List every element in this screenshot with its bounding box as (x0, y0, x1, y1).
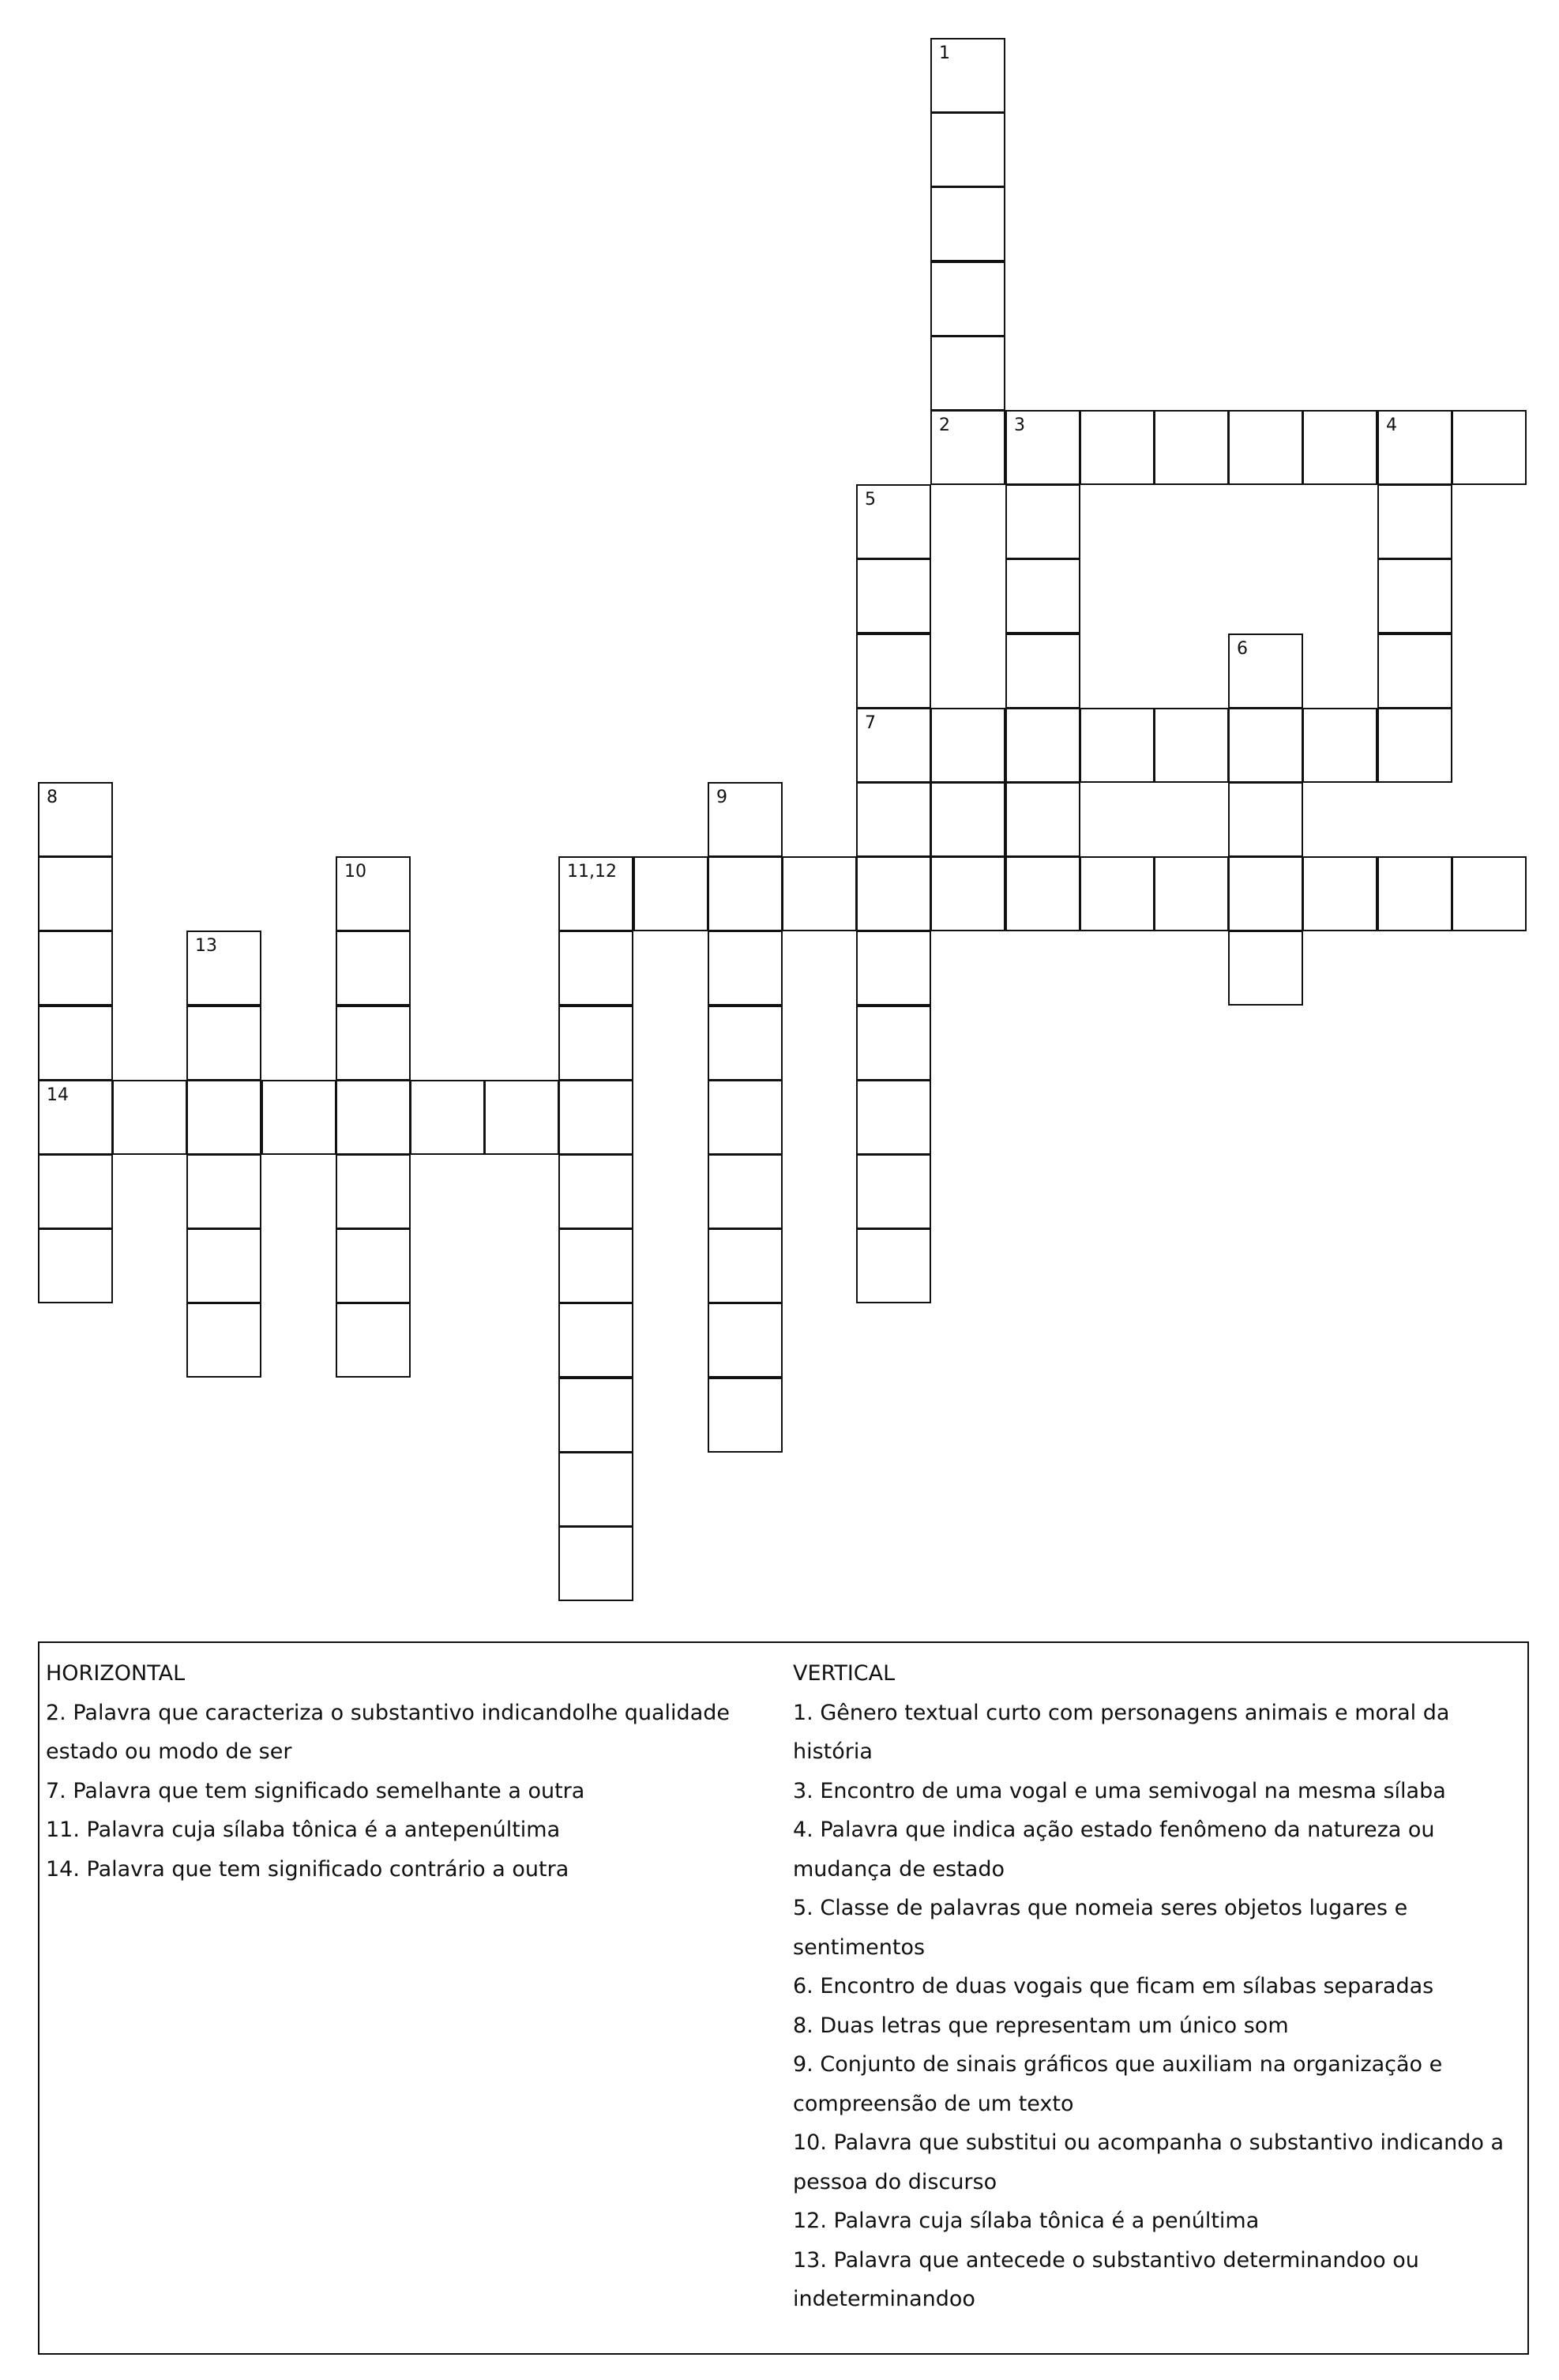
clue-line: sentimentos (793, 1934, 926, 1960)
crossword-cell[interactable] (186, 1154, 261, 1229)
crossword-cell[interactable] (38, 856, 113, 931)
crossword-cell[interactable] (856, 708, 931, 783)
crossword-cell[interactable] (558, 1154, 633, 1229)
clue-line: 1. Gênero textual curto com personagens animais e moral da (793, 1700, 1450, 1725)
clue-line: 12. Palavra cuja sílaba tônica é a penúltima (793, 2209, 1260, 2233)
horizontal-clues (46, 1654, 772, 1889)
crossword-cell[interactable] (336, 1154, 411, 1229)
crossword-cell[interactable] (930, 782, 1005, 857)
crossword-cell[interactable] (558, 1080, 633, 1155)
clue-number: 3 (1014, 415, 1025, 435)
clue-number: 11,12 (567, 862, 617, 882)
crossword-cell[interactable] (410, 1080, 485, 1155)
clue-number: 5 (865, 490, 876, 509)
crossword-cell[interactable] (38, 1080, 113, 1155)
crossword-cell[interactable] (930, 261, 1005, 337)
clue-line: 2. Palavra que caracteriza o substantivo indicandolhe qualidade (46, 1700, 730, 1725)
crossword-cell[interactable] (708, 1228, 783, 1303)
crossword-cell[interactable] (558, 1303, 633, 1378)
crossword-cell[interactable] (1377, 856, 1452, 931)
clue-line: história (793, 1739, 873, 1764)
crossword-cell[interactable] (186, 1080, 261, 1155)
crossword-cell[interactable] (1005, 634, 1080, 709)
crossword-cell[interactable] (558, 1378, 633, 1453)
crossword-cell[interactable] (856, 931, 931, 1006)
crossword-cell[interactable] (558, 1452, 633, 1527)
crossword-cell[interactable] (856, 782, 931, 857)
crossword-cell[interactable] (186, 1228, 261, 1303)
vertical-heading: VERTICAL (793, 1661, 896, 1686)
crossword-cell[interactable] (38, 1228, 113, 1303)
clue-line: 5. Classe de palavras que nomeia seres objetos lugares e (793, 1896, 1408, 1920)
crossword-cell[interactable] (1228, 931, 1303, 1006)
crossword-cell[interactable] (558, 856, 633, 931)
crossword-cell[interactable] (633, 856, 708, 931)
crossword-cell[interactable] (708, 1080, 783, 1155)
crossword-cell[interactable] (856, 1006, 931, 1081)
crossword-cell[interactable] (1228, 410, 1303, 485)
crossword-cell[interactable] (186, 931, 261, 1006)
clue-line: mudança de estado (793, 1856, 1005, 1882)
clue-line: 11. Palavra cuja sílaba tônica é a antepenúltima (46, 1818, 561, 1842)
clue-number: 2 (939, 415, 950, 435)
crossword-cell[interactable] (558, 1526, 633, 1601)
clue-number: 9 (716, 788, 727, 807)
clue-number: 7 (865, 713, 876, 733)
clue-number: 8 (47, 788, 58, 807)
clue-line: 10. Palavra que substitui ou acompanha o substantivo indicando a (793, 2130, 1504, 2155)
clue-line: indeterminandoo (793, 2287, 975, 2311)
crossword-cell[interactable] (558, 1006, 633, 1081)
crossword-cell[interactable] (336, 931, 411, 1006)
crossword-cell[interactable] (1154, 410, 1229, 485)
crossword-cell[interactable] (1005, 410, 1080, 485)
crossword-cell[interactable] (1005, 558, 1080, 634)
clue-line: 13. Palavra que antecede o substantivo determinandoo ou (793, 2247, 1419, 2273)
crossword-cell[interactable] (856, 634, 931, 709)
crossword-cell[interactable] (38, 1154, 113, 1229)
crossword-cell[interactable] (1377, 634, 1452, 709)
clue-line: pessoa do discurso (793, 2169, 997, 2194)
crossword-cell[interactable] (782, 856, 857, 931)
clue-line: 3. Encontro de uma vogal e uma semivogal na mesma sílaba (793, 1778, 1446, 1803)
crossword-cell[interactable] (1154, 856, 1229, 931)
crossword-cell[interactable] (708, 1006, 783, 1081)
crossword-cell[interactable] (1228, 708, 1303, 783)
crossword-cell[interactable] (708, 1154, 783, 1229)
crossword-cell[interactable] (856, 484, 931, 559)
crossword-cell[interactable] (930, 112, 1005, 187)
crossword-cell[interactable] (708, 1303, 783, 1378)
clue-number: 10 (344, 862, 366, 882)
clue-number: 1 (939, 43, 950, 63)
crossword-cell[interactable] (856, 856, 931, 931)
crossword-cell[interactable] (1080, 708, 1155, 783)
crossword-cell[interactable] (38, 1006, 113, 1081)
crossword-cell[interactable] (708, 856, 783, 931)
crossword-cell[interactable] (38, 782, 113, 857)
crossword-cell[interactable] (930, 410, 1005, 485)
crossword-cell[interactable] (708, 782, 783, 857)
crossword-cell[interactable] (1377, 558, 1452, 634)
crossword-cell[interactable] (856, 1154, 931, 1229)
crossword-cell[interactable] (1452, 856, 1527, 931)
clue-number: 6 (1237, 639, 1248, 659)
crossword-cell[interactable] (484, 1080, 559, 1155)
crossword-cell[interactable] (1302, 410, 1377, 485)
crossword-cell[interactable] (930, 336, 1005, 411)
crossword-cell[interactable] (1080, 856, 1155, 931)
clue-line: estado ou modo de ser (46, 1739, 292, 1764)
crossword-cell[interactable] (1228, 634, 1303, 709)
crossword-cell[interactable] (856, 1228, 931, 1303)
clue-line: 8. Duas letras que representam um único som (793, 2013, 1289, 2038)
crossword-cell[interactable] (336, 856, 411, 931)
crossword-cell[interactable] (38, 931, 113, 1006)
crossword-cell[interactable] (1005, 856, 1080, 931)
clue-line: 4. Palavra que indica ação estado fenômeno da natureza ou (793, 1818, 1435, 1842)
crossword-cell[interactable] (1080, 410, 1155, 485)
crossword-cell[interactable] (261, 1080, 336, 1155)
clue-number: 4 (1386, 415, 1397, 435)
crossword-cell[interactable] (708, 931, 783, 1006)
clue-line: 7. Palavra que tem significado semelhante a outra (46, 1778, 585, 1803)
crossword-cell[interactable] (1154, 708, 1229, 783)
crossword-cell[interactable] (1377, 484, 1452, 559)
crossword-cell[interactable] (186, 1303, 261, 1378)
crossword-cell[interactable] (1452, 410, 1527, 485)
clue-number: 13 (195, 936, 217, 956)
crossword-cell[interactable] (1005, 484, 1080, 559)
crossword-cell[interactable] (336, 1080, 411, 1155)
clue-line: 14. Palavra que tem significado contrário a outra (46, 1856, 569, 1882)
clue-line: compreensão de um texto (793, 2091, 1074, 2116)
crossword-cell[interactable] (1302, 856, 1377, 931)
clue-line: 6. Encontro de duas vogais que ficam em sílabas separadas (793, 1974, 1434, 1998)
crossword-cell[interactable] (1377, 708, 1452, 783)
crossword-cell[interactable] (930, 856, 1005, 931)
crossword-cell[interactable] (558, 931, 633, 1006)
crossword-cell[interactable] (856, 1080, 931, 1155)
crossword-cell[interactable] (856, 558, 931, 634)
horizontal-heading: HORIZONTAL (46, 1661, 186, 1686)
crossword-cell[interactable] (186, 1006, 261, 1081)
crossword-cell[interactable] (930, 186, 1005, 261)
crossword-cell[interactable] (1228, 782, 1303, 857)
vertical-clues (793, 1654, 1520, 2319)
crossword-cell[interactable] (558, 1228, 633, 1303)
crossword-cell[interactable] (1005, 708, 1080, 783)
clues-box (38, 1641, 1529, 2355)
clue-number: 14 (47, 1085, 69, 1105)
crossword-cell[interactable] (1228, 856, 1303, 931)
crossword-cell[interactable] (708, 1378, 783, 1453)
crossword-cell[interactable] (1377, 410, 1452, 485)
crossword-cell[interactable] (1005, 782, 1080, 857)
clue-line: 9. Conjunto de sinais gráficos que auxiliam na organização e (793, 2052, 1443, 2077)
crossword-cell[interactable] (930, 708, 1005, 783)
crossword-cell[interactable] (112, 1080, 187, 1155)
crossword-cell[interactable] (1302, 708, 1377, 783)
crossword-cell[interactable] (336, 1006, 411, 1081)
crossword-cell[interactable] (336, 1303, 411, 1378)
crossword-cell[interactable] (336, 1228, 411, 1303)
crossword-cell[interactable] (930, 38, 1005, 113)
